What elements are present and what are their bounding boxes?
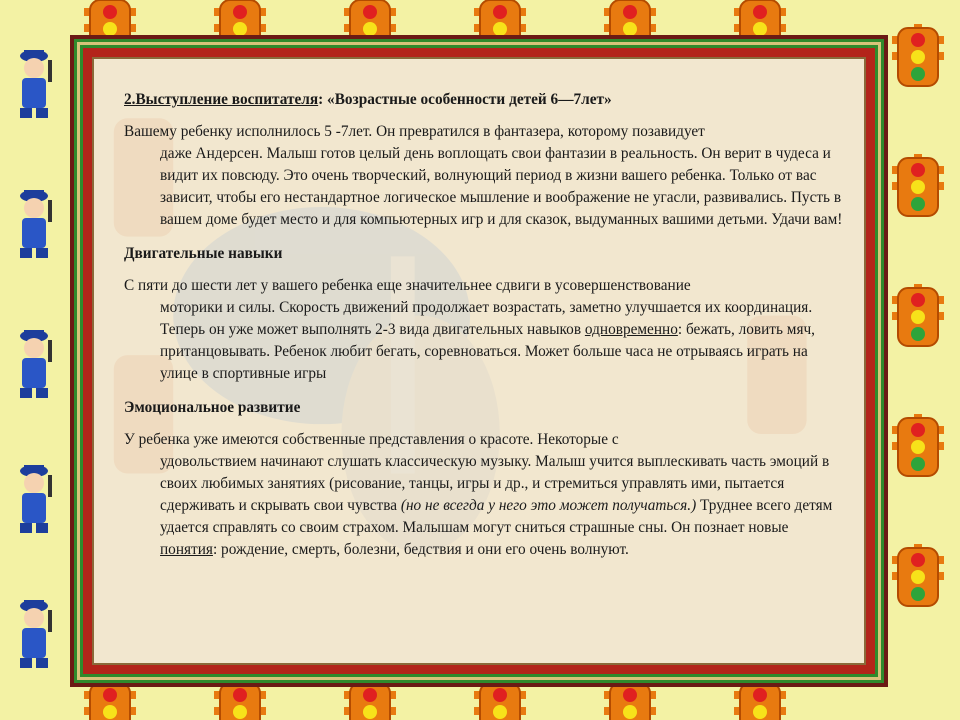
intro-first-line: Вашему ребенку исполнилось 5 -7лет. Он превратился в фантазера, которому позавидует (124, 123, 705, 140)
emo-italic-note: (но не всегда у него это может получаться.) (400, 497, 697, 514)
motor-paragraph (124, 275, 844, 385)
intro-paragraph (124, 121, 844, 231)
motor-text-b: : бежать, ловить мяч, пританцовывать. Ребенок любит бегать, соревноваться. Может больше часа не отрываясь играть на улице в спортивные игры (160, 321, 816, 382)
title-prefix: 2.Выступление воспитателя (124, 91, 319, 108)
motor-rest (124, 297, 844, 385)
motor-heading: Двигательные навыки (124, 245, 283, 262)
emo-rest (124, 451, 844, 561)
document-body (124, 89, 844, 573)
emotional-paragraph (124, 429, 844, 561)
motor-text-a: моторики и силы. Скорость движений продолжает возрастать, заметно улучшается их координация. Теперь он уже может выполнять 2-3 вида двигательных навыков (160, 299, 813, 338)
emo-underlined-word: понятия (160, 541, 213, 558)
motor-underlined-word: одновременно (584, 321, 678, 338)
title-suffix: : «Возрастные особенности детей 6—7лет» (318, 91, 612, 108)
motor-first-line: С пяти до шести лет у вашего ребенка еще значительнее сдвиги в усовершенствование (124, 277, 691, 294)
emo-text-a: удовольствием начинают слушать классическую музыку. Малыш учится выплескивать часть эмоций в своих любимых занятиях (рисование, танцы, игры и др., и стремиться управлять ими, пытается сдерживать и скрывать свои чувства (160, 453, 830, 514)
slide-frame (70, 35, 888, 687)
emo-first-line: У ребенка уже имеются собственные представления о красоте. Некоторые с (124, 431, 619, 448)
content-panel (92, 57, 866, 665)
emo-text-b: Труднее всего детям удается справлять со своим страхом. Малышам могут сниться страшные сны. Он познает новые (160, 497, 833, 536)
emotional-heading: Эмоциональное развитие (124, 399, 301, 416)
intro-rest: даже Андерсен. Малыш готов целый день воплощать свои фантазии в реальность. Он верит в чудеса и видит их повсюду. Это очень творческий, волнующий период в жизни вашего ребенка. Только от вас зависит, чтобы его нестандартное логическое мышление и воображение не угасли, развивались. Пусть в вашем доме будет место и для компьютерных игр и для сказок, выдуманных вашими детьми. Удачи вам! (160, 145, 843, 228)
document-title (124, 89, 844, 111)
emo-text-c: : рождение, смерть, болезни, бедствия и они его очень волнуют. (212, 541, 629, 558)
